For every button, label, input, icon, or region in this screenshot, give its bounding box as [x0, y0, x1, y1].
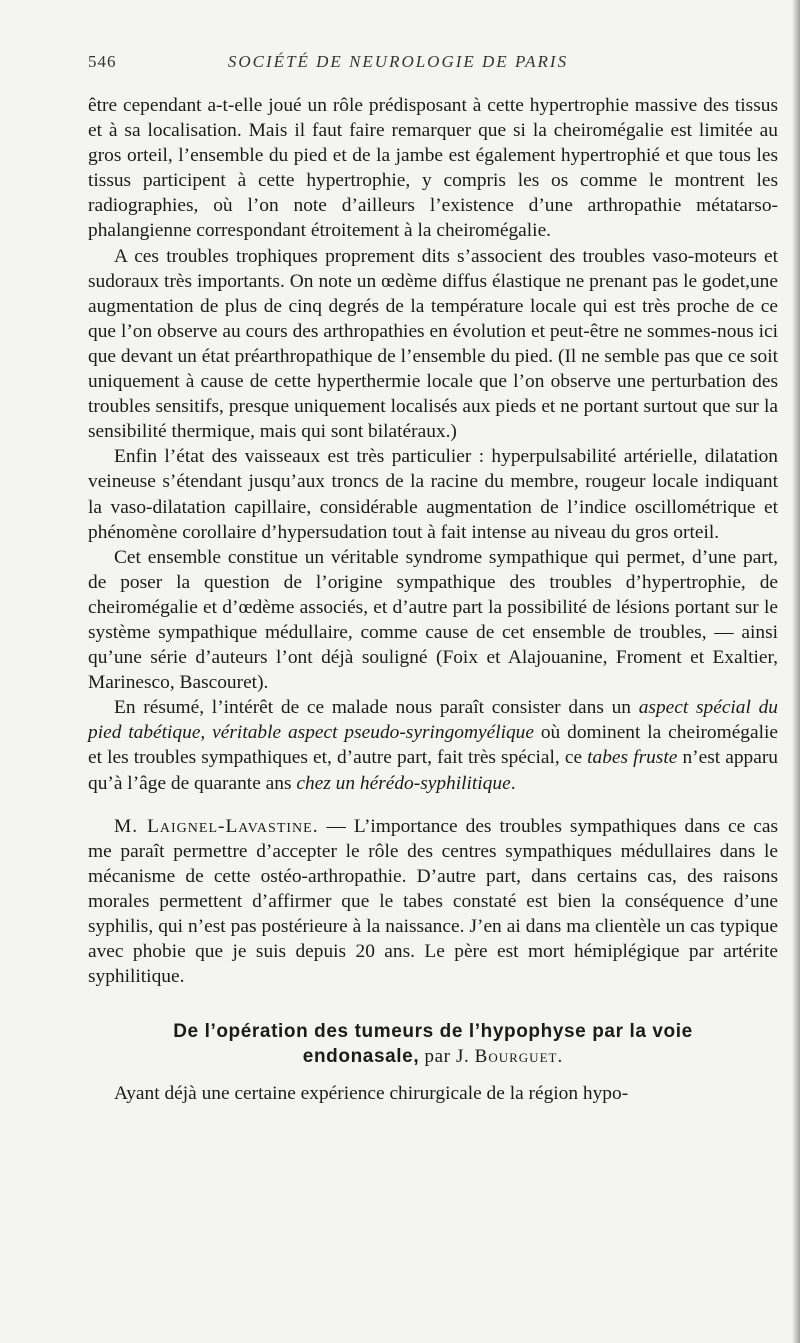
paragraph-5-text-a: En résumé, l’intérêt de ce malade nous paraît consister dans un [114, 697, 639, 719]
paragraph-5-text-c: où dominent la cheiromégalie et les troubles sympathiques et, d’autre part, fait très spécial, ce [88, 722, 778, 769]
running-title: SOCIÉTÉ DE NEUROLOGIE DE PARIS [227, 52, 569, 71]
page-header [88, 52, 778, 80]
section-heading-endonasale: endonasale, [302, 1046, 420, 1068]
section-heading [88, 1019, 778, 1069]
paragraph-3: Enfin l’état des vaisseaux est très particulier : hyperpulsabilité artérielle, dilatation veineuse s’étendant jusqu’aux troncs de la racine du membre, rougeur locale indiquant la vaso-dilatation capillaire, considérable augmentation de l’indice oscillométrique et phénomène corollaire d’hypersudation tout à fait intense au niveau du gros orteil. [88, 446, 778, 543]
paragraph-1: être cependant a-t-elle joué un rôle prédisposant à cette hypertrophie massive des tissus et à sa localisation. Mais il faut faire remarquer que si la cheiromégalie est limitée au gros orteil, l’ensemble du pied et de la jambe est également hypertrophié et que tous les tissus participent à cette hypertrophie, y compris les os comme le montrent les radiographies, où l’on note d’ailleurs l’existence d’une arthropathie métatarso-phalangienne correspondant étroitement à la cheiromégalie. [88, 95, 778, 242]
paragraph-4: Cet ensemble constitue un véritable syndrome sympathique qui permet, d’une part, de poser la question de l’origine sympathique des troubles d’hypertrophie, de cheiromégalie et d’œdème associés, et d’autre part la possibilité de lésions portant sur le système sympathique médullaire, comme cause de cet ensemble de troubles, — ainsi qu’une série d’auteurs l’ont déjà souligné (Foix et Alajouanine, Froment et Exaltier, Marinesco, Bascouret). [88, 546, 778, 694]
paragraph-6 [88, 814, 778, 990]
section-first-line: Ayant déjà une certaine expérience chirurgicale de la région hypo- [114, 1083, 629, 1105]
paragraph-5-italic-b: aspect spécial du pied tabétique, véritable aspect pseudo-syringomyélique [88, 697, 778, 744]
section-heading-line-2 [88, 1044, 778, 1069]
paragraph-2: A ces troubles trophiques proprement dits s’associent des troubles vaso-moteurs et sudoraux très importants. On note un œdème diffus élastique ne prenant pas le godet,une augmentation de plus de cinq degrés de la température locale qui est très proche de ce que l’on observe au cours des arthropathies en évolution et peut-être ne sommes-nous ici que devant un état préarthropathique de l’ensemble du pied. (Il ne semble pas que ce soit uniquement à cause de cette hyperthermie locale que l’on observe une perturbation des troubles sensitifs, presque uniquement localisés aux pieds et ne portant surtout que sur la sensibilité thermique, mais qui sont bilatéraux.) [88, 245, 778, 443]
paragraph-5 [88, 695, 778, 795]
byline-prefix: par J. [419, 1046, 475, 1068]
article-body [88, 93, 778, 1106]
paragraph-6-text: — L’importance des troubles sympathiques dans ce cas me paraît permettre d’accepter le rôle des centres sympathiques médullaires dans le mécanisme de cette ostéo-arthropathie. D’autre part, dans certains cas, des raisons morales permettent d’affirmer que le tabes constaté est bien la conséquence d’une syphilis, qui n’est pas postérieure à la naissance. J’en ai dans ma clientèle un cas typique avec phobie que je suis depuis 20 ans. Le père est mort hémiplégique par artérite syphilitique. [88, 815, 778, 988]
paragraph-5-italic-f: chez un hérédo-syphilitique [296, 772, 511, 794]
paragraph-5-text-g: . [510, 772, 516, 794]
page-number: 546 [88, 52, 117, 71]
paragraph-5-text-e: n’est apparu qu’à l’âge de quarante ans [88, 747, 778, 794]
paragraph-5-italic-d: tabes fruste [587, 747, 678, 769]
page-edge-shadow [792, 0, 800, 1343]
speaker-name: M. Laignel-Lavastine. [114, 815, 319, 837]
section-heading-line-1: De l’opération des tumeurs de l’hypophyse par la voie [173, 1021, 693, 1043]
author-name: Bourguet. [474, 1046, 564, 1068]
